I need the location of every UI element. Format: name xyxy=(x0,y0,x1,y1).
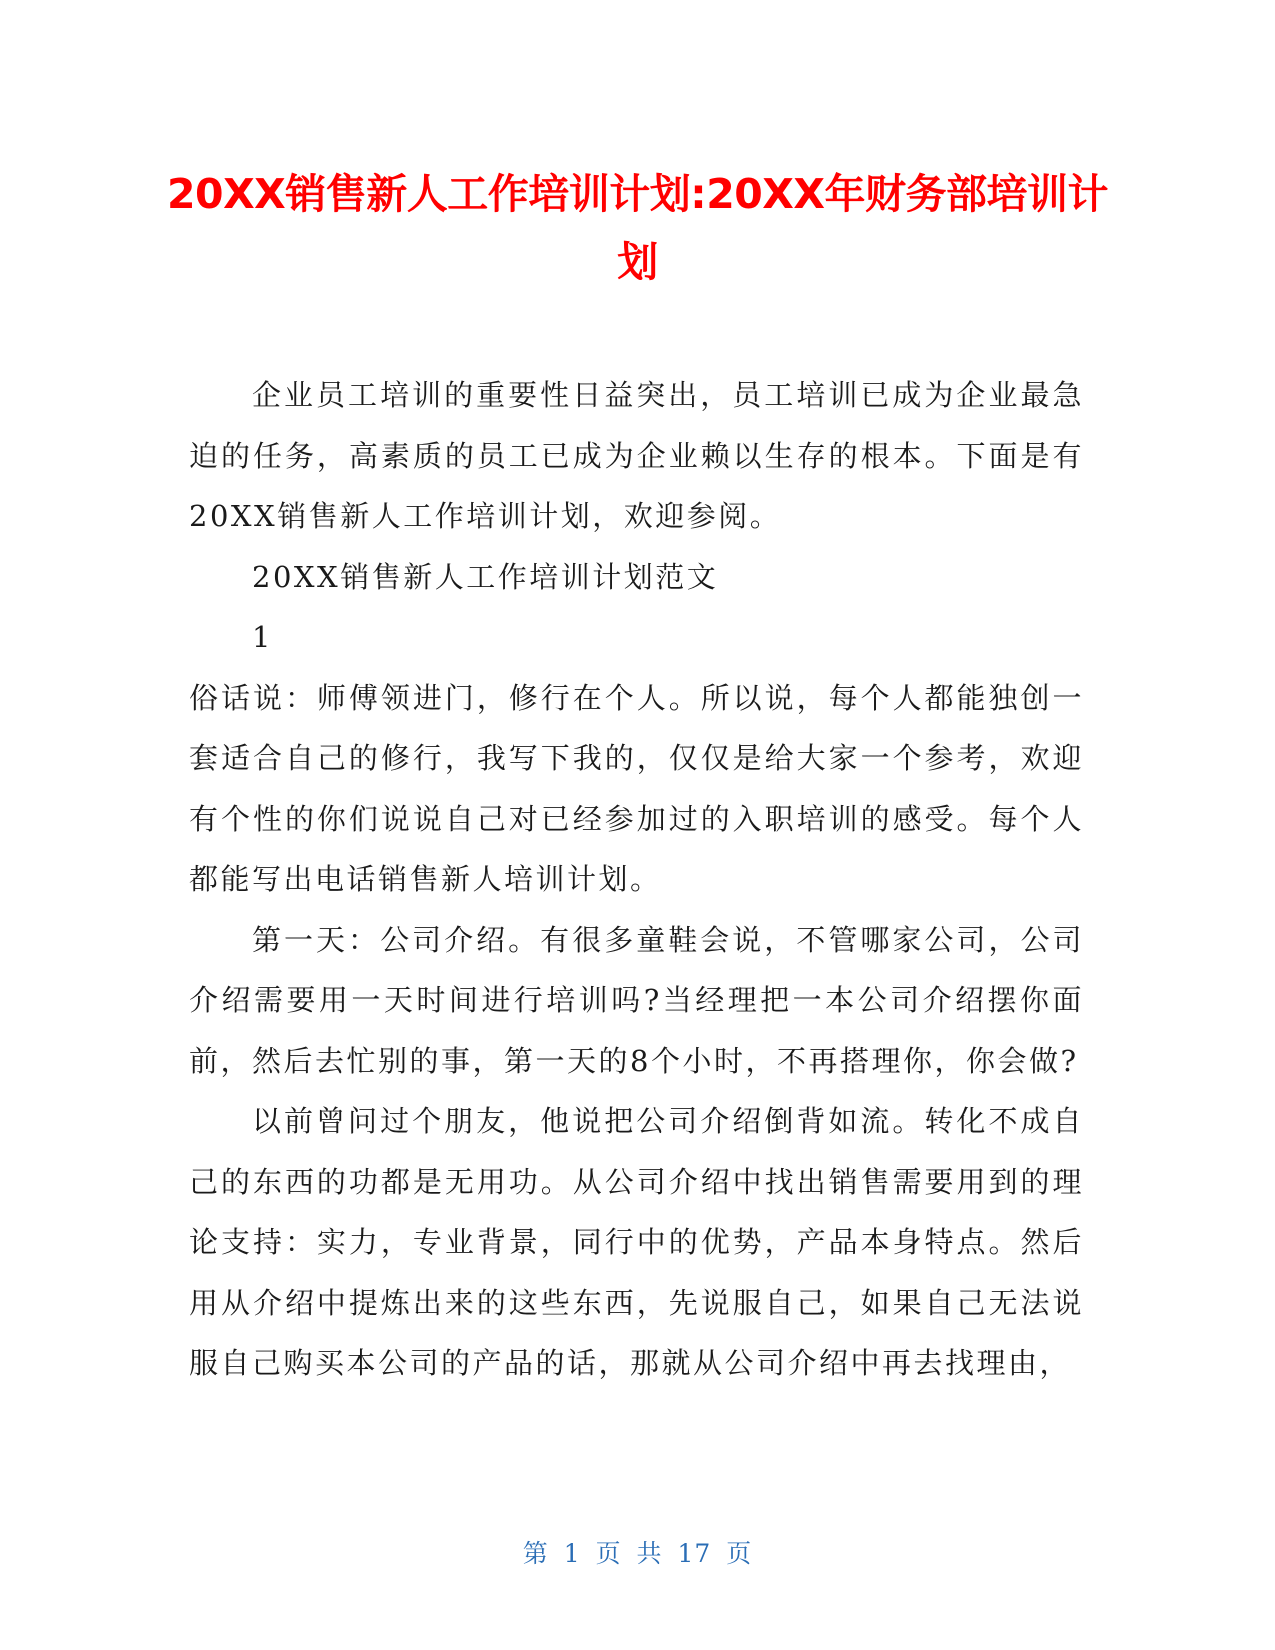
paragraph-subtitle: 20XX销售新人工作培训计划范文 xyxy=(252,559,719,594)
page-number-footer: 第 1 页 共 17 页 xyxy=(522,1539,753,1568)
paragraph-saying: 俗话说：师傅领进门，修行在个人。所以说，每个人都能独创一套适合自己的修行，我写下我的，仅仅是给大家一个参考，欢迎有个性的你们说说自己对已经参加过的入职培训的感受。每个人都能写出电话销售新人培训计划。 xyxy=(189,680,1084,896)
paragraph-intro: 企业员工培训的重要性日益突出，员工培训已成为企业最急迫的任务，高素质的员工已成为企业赖以生存的根本。下面是有20XX销售新人工作培训计划，欢迎参阅。 xyxy=(189,378,1084,533)
document-title: 20XX销售新人工作培训计划:20XX年财务部培训计划 xyxy=(167,170,1108,286)
paragraph-number: 1 xyxy=(252,620,273,654)
paragraph-friend: 以前曾问过个朋友，他说把公司介绍倒背如流。转化不成自己的东西的功都是无用功。从公司介绍中找出销售需要用到的理论支持：实力，专业背景，同行中的优势，产品本身特点。然后用从介绍中提炼出来的这些东西，先说服自己，如果自己无法说服自己购买本公司的产品的话，那就从公司介绍中再去找理由， xyxy=(189,1104,1084,1380)
document-body xyxy=(189,365,1084,1394)
paragraph-day-one: 第一天：公司介绍。有很多童鞋会说，不管哪家公司，公司介绍需要用一天时间进行培训吗?当经理把一本公司介绍摆你面前，然后去忙别的事，第一天的8个小时，不再搭理你，你会做? xyxy=(189,922,1084,1078)
